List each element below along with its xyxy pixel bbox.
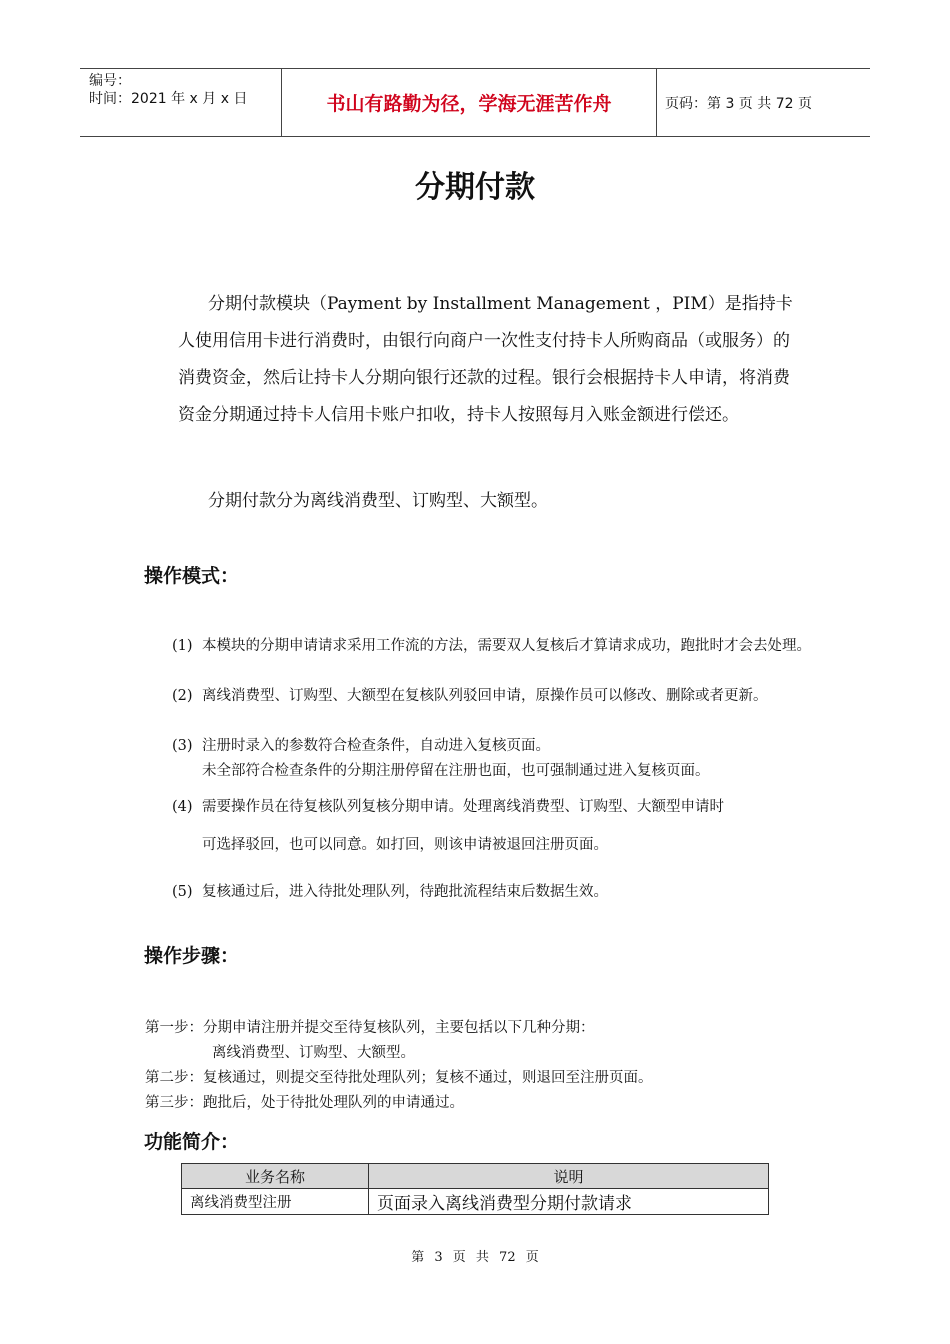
document-title: 分期付款 [415,170,535,205]
step-3: 第三步：跑批后，处于待批处理队列的申请通过。 [145,1095,464,1111]
mode-item-text: 注册时录入的参数符合检查条件，自动进入复核页面。 [202,738,550,754]
header-number: 编号： [89,73,131,89]
mode-item-4 [172,795,812,858]
header-time: 时间：2021 年 x 月 x 日 [89,91,248,107]
mode-item-3 [172,734,812,784]
mode-item-text-line2: 未全部符合检查条件的分期注册停留在注册也面，也可强制通过进入复核页面。 [202,763,710,779]
steps-heading: 操作步骤： [144,945,240,967]
function-table [181,1163,769,1215]
mode-item-number: (5) [172,884,193,900]
mode-item-text-line2: 可选择驳回，也可以同意。如打回，则该申请被退回注册页面。 [202,837,608,853]
header-motto-cell [281,69,657,136]
mode-item-number: (1) [172,638,193,654]
header-motto: 书山有路勤为径，学海无涯苦作舟 [326,93,612,115]
mode-item-text: 复核通过后，进入待批处理队列，待跑批流程结束后数据生效。 [202,884,608,900]
step-1: 第一步：分期申请注册并提交至待复核队列，主要包括以下几种分期： [145,1020,595,1036]
table-cell: 离线消费型注册 [182,1189,369,1215]
mode-item-number: (2) [172,688,193,704]
header-page-info: 页码：第 3 页 共 72 页 [665,95,812,112]
mode-item-2 [172,684,812,709]
mode-item-text: 需要操作员在待复核队列复核分期申请。处理离线消费型、订购型、大额型申请时 [202,799,724,815]
table-header-cell: 说明 [369,1164,769,1189]
mode-heading: 操作模式： [144,565,240,587]
intro-paragraph-2: 分期付款分为离线消费型、订购型、大额型。 [208,491,548,511]
header-meta [80,69,280,136]
mode-item-text: 离线消费型、订购型、大额型在复核队列驳回申请，原操作员可以修改、删除或者更新。 [202,688,768,704]
mode-item-number: (3) [172,738,193,754]
mode-item-number: (4) [172,799,193,815]
mode-item-5 [172,880,812,905]
mode-item-text: 本模块的分期申请请求采用工作流的方法，需要双人复核后才算请求成功，跑批时才会去处理。 [202,638,811,654]
page-header [80,68,870,137]
mode-item-1 [172,634,812,659]
table-header-cell: 业务名称 [182,1164,369,1189]
page-footer: 第 3 页 共 72 页 [411,1250,539,1265]
step-1-sub: 离线消费型、订购型、大额型。 [212,1045,415,1061]
intro-paragraph-1: 分期付款模块（Payment by Installment Management ，PIM）是指持卡人使用信用卡进行消费时，由银行向商户一次性支付持卡人所购商品（或服务）的消费资金，然后让持卡人分期向银行还款的过程。银行会根据持卡人申请，将消费资金分期通过持卡人信用卡账户扣收，持卡人按照每月入账金额进行偿还。 [178,294,793,425]
step-2: 第二步：复核通过，则提交至待批处理队列；复核不通过，则退回至注册页面。 [145,1070,653,1086]
function-heading: 功能简介： [144,1131,240,1153]
table-cell: 页面录入离线消费型分期付款请求 [369,1189,769,1215]
table-header-row [182,1164,769,1189]
table-row [182,1189,769,1215]
